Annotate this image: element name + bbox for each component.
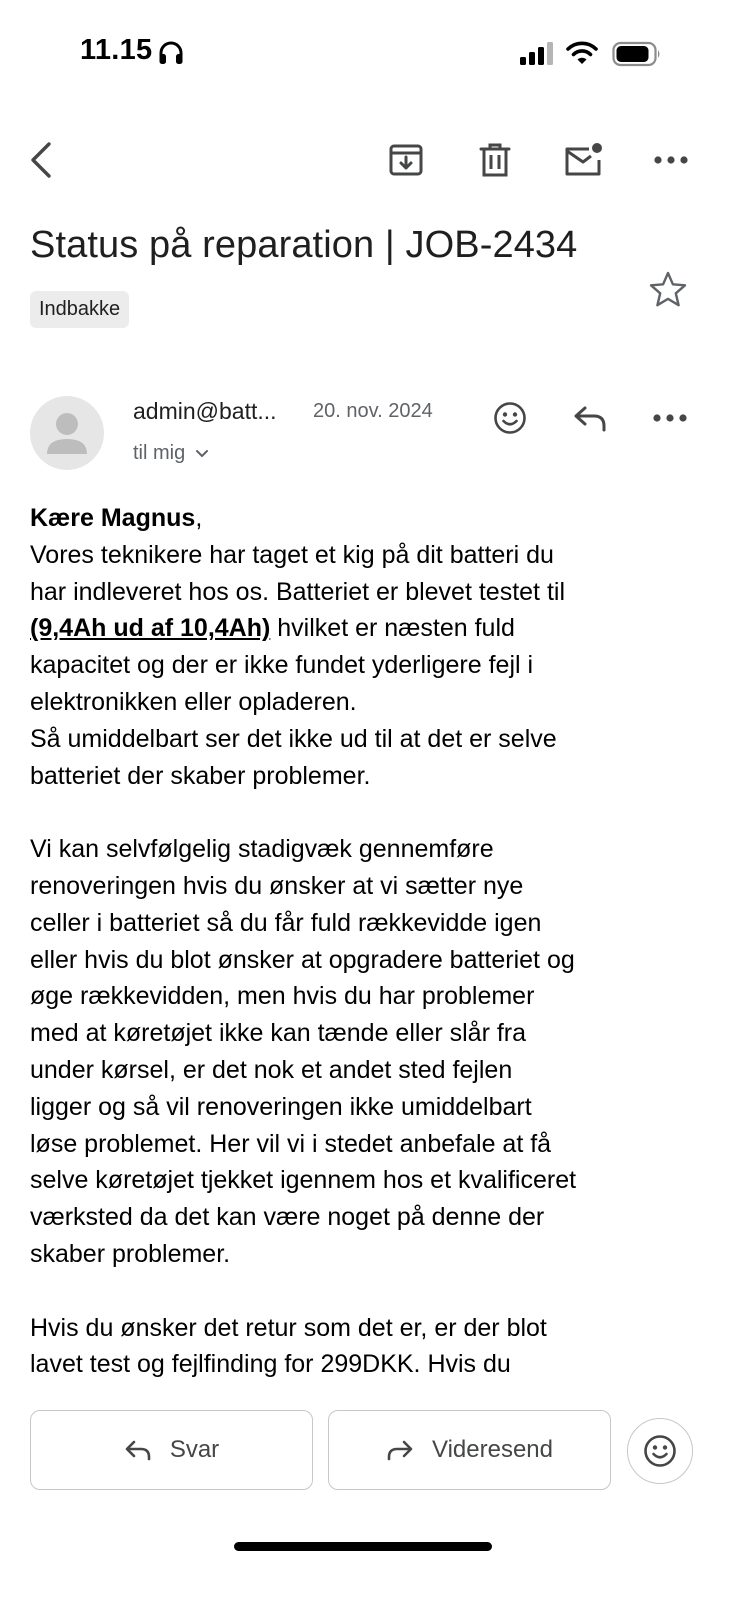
emoji-icon bbox=[493, 401, 527, 435]
reply-icon bbox=[124, 1439, 152, 1461]
body-line: batteriet der skaber problemer. bbox=[30, 761, 371, 790]
body-line: ligger og så vil renoveringen ikke umiddelbart bbox=[30, 1092, 532, 1121]
more-horizontal-icon bbox=[654, 155, 688, 165]
body-line: renoveringen hvis du ønsker at vi sætter nye bbox=[30, 871, 524, 900]
body-line: under kørsel, er det nok et andet sted fejlen bbox=[30, 1055, 513, 1084]
chevron-down-icon bbox=[195, 449, 209, 459]
email-subject: Status på reparation | JOB-2434 bbox=[30, 224, 578, 266]
body-line: øge rækkevidden, men hvis du har problemer bbox=[30, 982, 535, 1011]
body-line: med at køretøjet ikke kan tænde eller slår fra bbox=[30, 1019, 527, 1048]
emoji-react-button[interactable] bbox=[488, 396, 532, 440]
status-time: 11.15 bbox=[80, 34, 153, 66]
body-line: Hvis du ønsker det retur som det er, er der blot bbox=[30, 1313, 547, 1342]
recipients-label: til mig bbox=[133, 442, 186, 464]
body-line: kapacitet og der er ikke fundet yderligere fejl i bbox=[30, 651, 534, 680]
reply-icon bbox=[572, 403, 608, 433]
body-line: værksted da det kan være noget på denne der bbox=[30, 1203, 545, 1232]
forward-button[interactable] bbox=[328, 1410, 611, 1490]
headphones-icon bbox=[157, 39, 185, 67]
home-indicator[interactable] bbox=[234, 1542, 492, 1551]
archive-button[interactable] bbox=[384, 138, 428, 182]
sender-row bbox=[0, 392, 738, 482]
body-line: har indleveret hos os. Batteriet er blevet testet til bbox=[30, 577, 565, 606]
label-chip[interactable]: Indbakke bbox=[30, 291, 129, 328]
body-line bbox=[30, 610, 710, 647]
email-date: 20. nov. 2024 bbox=[313, 400, 433, 422]
forward-icon bbox=[386, 1439, 414, 1461]
delete-button[interactable] bbox=[473, 138, 517, 182]
body-line: Så umiddelbart ser det ikke ud til at det er selve bbox=[30, 724, 557, 753]
body-line: lavet test og fejlfinding for 299DKK. Hvis du bbox=[30, 1350, 511, 1379]
reply-label: Svar bbox=[169, 1436, 220, 1463]
sender-name[interactable]: admin@batt... bbox=[133, 398, 277, 424]
capacity-highlight: (9,4Ah ud af 10,4Ah) bbox=[30, 614, 271, 643]
email-body-text bbox=[30, 500, 710, 1383]
message-toolbar bbox=[0, 130, 738, 190]
more-horizontal-icon bbox=[653, 413, 687, 423]
greeting-punct: , bbox=[195, 504, 203, 532]
avatar[interactable] bbox=[30, 396, 104, 470]
mark-unread-button[interactable] bbox=[561, 138, 605, 182]
body-line: elektronikken eller opladeren. bbox=[30, 687, 357, 716]
back-button[interactable] bbox=[20, 138, 64, 182]
body-line: celler i batteriet så du får fuld rækkevidde igen bbox=[30, 908, 542, 937]
body-line: Vi kan selvfølgelig stadigvæk gennemføre bbox=[30, 835, 494, 864]
body-line: løse problemet. Her vil vi i stedet anbefale at få bbox=[30, 1129, 552, 1158]
status-bar bbox=[0, 0, 738, 110]
mark-unread-icon bbox=[563, 142, 603, 178]
star-button[interactable] bbox=[646, 268, 690, 312]
email-body bbox=[30, 500, 710, 1392]
message-more-button[interactable] bbox=[648, 396, 692, 440]
reply-button[interactable] bbox=[30, 1410, 313, 1490]
greeting-name: Kære Magnus bbox=[30, 504, 196, 532]
body-line: selve køretøjet tjekket igennem hos et kvalificeret bbox=[30, 1166, 577, 1195]
emoji-icon bbox=[643, 1434, 677, 1468]
more-button[interactable] bbox=[649, 138, 693, 182]
reply-icon-button[interactable] bbox=[568, 396, 612, 440]
body-line-rest: hvilket er næsten fuld bbox=[270, 614, 515, 643]
body-line: Vores teknikere har taget et kig på dit batteri du bbox=[30, 540, 554, 569]
greeting-line bbox=[30, 500, 710, 537]
recipients-toggle[interactable] bbox=[133, 442, 209, 465]
action-bar bbox=[0, 1410, 738, 1492]
trash-icon bbox=[478, 142, 512, 178]
star-icon bbox=[648, 270, 688, 310]
body-line: eller hvis du blot ønsker at opgradere batteriet og bbox=[30, 945, 575, 974]
wifi-icon bbox=[566, 40, 598, 66]
body-line: skaber problemer. bbox=[30, 1239, 231, 1268]
back-arrow-icon bbox=[27, 140, 57, 180]
emoji-reaction-button[interactable] bbox=[627, 1418, 693, 1484]
battery-icon bbox=[612, 41, 662, 67]
archive-icon bbox=[388, 142, 424, 178]
forward-label: Videresend bbox=[432, 1436, 553, 1463]
signal-icon bbox=[520, 42, 556, 66]
person-icon bbox=[30, 396, 104, 470]
